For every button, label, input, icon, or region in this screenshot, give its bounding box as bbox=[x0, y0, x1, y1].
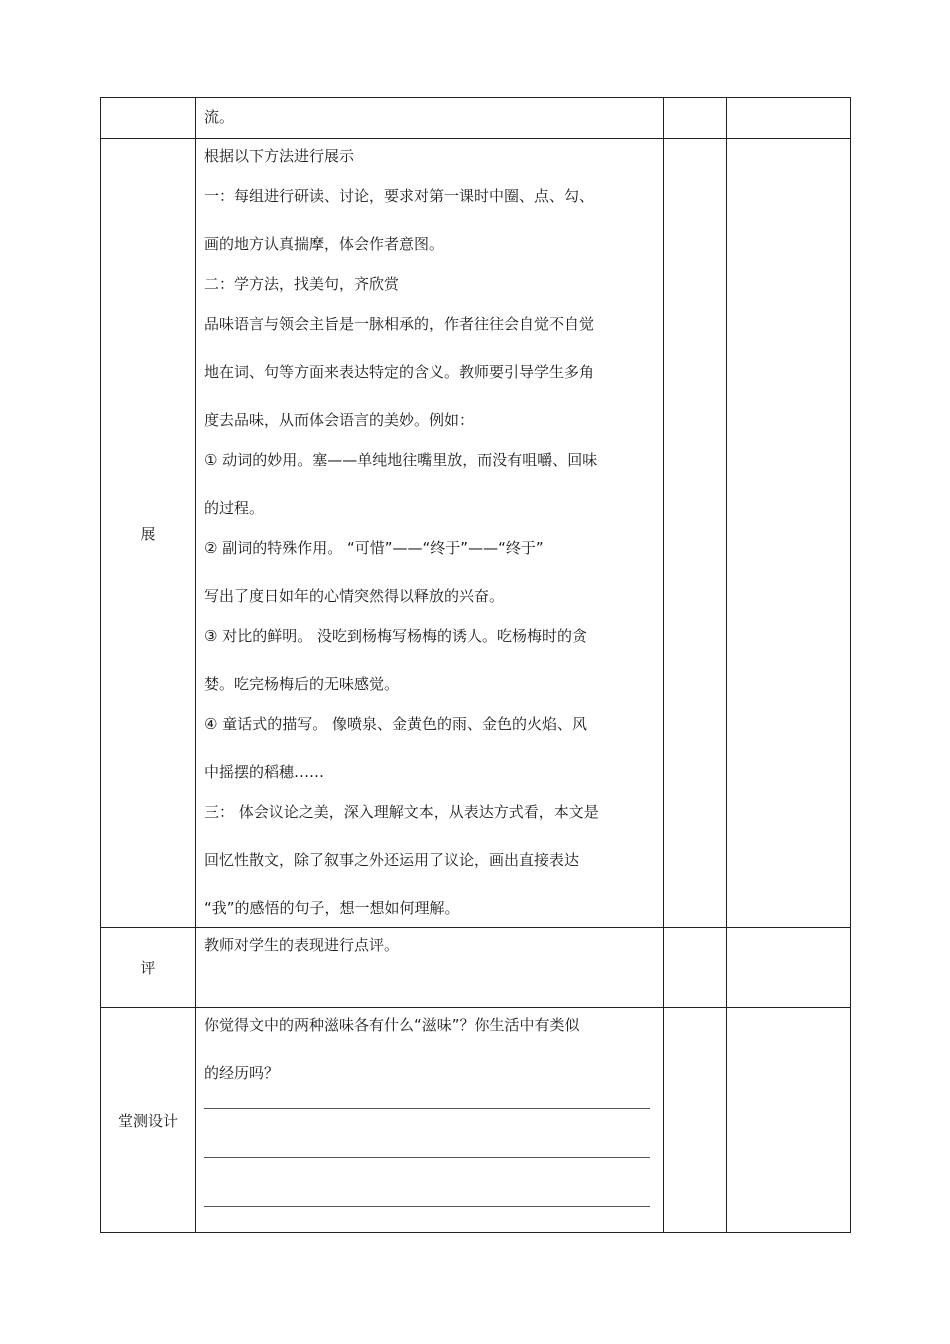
answer-line bbox=[204, 1108, 650, 1109]
content-line: 品味语言与领会主旨是一脉相承的，作者往往会自觉不自觉 bbox=[204, 315, 595, 333]
blank-cell bbox=[727, 1008, 851, 1233]
content-line: 教师对学生的表现进行点评。 bbox=[204, 936, 400, 954]
lesson-plan-table bbox=[100, 97, 851, 1233]
content-cell bbox=[196, 928, 664, 1008]
table-row-ping bbox=[101, 928, 851, 1008]
content-line: 画的地方认真揣摩，体会作者意图。 bbox=[204, 235, 445, 253]
blank-cell bbox=[664, 1008, 727, 1233]
content-line: ③ 对比的鲜明。 没吃到杨梅写杨梅的诱人。吃杨梅时的贪 bbox=[204, 627, 587, 645]
content-cell bbox=[196, 1008, 664, 1233]
answer-line bbox=[204, 1157, 650, 1158]
content-line: 度去品味，从而体会语言的美妙。例如： bbox=[204, 411, 475, 429]
table-row-continued bbox=[101, 98, 851, 139]
blank-cell bbox=[664, 139, 727, 928]
content-line: 地在词、句等方面来表达特定的含义。教师要引导学生多角 bbox=[204, 363, 595, 381]
content-line: 根据以下方法进行展示 bbox=[204, 147, 355, 165]
blank-cell bbox=[727, 139, 851, 928]
blank-cell bbox=[664, 98, 727, 139]
content-line: 三： 体会议论之美，深入理解文本，从表达方式看，本文是 bbox=[204, 803, 599, 821]
blank-cell bbox=[664, 928, 727, 1008]
content-line: 的经历吗？ bbox=[204, 1064, 280, 1082]
content-line: ④ 童话式的描写。 像喷泉、金黄色的雨、金色的火焰、风 bbox=[204, 715, 587, 733]
content-cell bbox=[196, 139, 664, 928]
row-label-ping: 评 bbox=[101, 928, 196, 1008]
content-line: ① 动词的妙用。塞——单纯地往嘴里放，而没有咀嚼、回味 bbox=[204, 451, 598, 469]
content-line: 中摇摆的稻穗…… bbox=[204, 763, 325, 781]
row-label-empty bbox=[101, 98, 196, 139]
answer-line bbox=[204, 1206, 650, 1207]
content-line: 二：学方法，找美句，齐欣赏 bbox=[204, 275, 400, 293]
content-line: 的过程。 bbox=[204, 499, 265, 517]
content-line: 流。 bbox=[204, 108, 235, 126]
content-cell bbox=[196, 98, 664, 139]
content-line: ② 副词的特殊作用。 “可惜”——“终于”——“终于” bbox=[204, 539, 544, 557]
content-line: 回忆性散文，除了叙事之外还运用了议论，画出直接表达 bbox=[204, 851, 580, 869]
blank-cell bbox=[727, 928, 851, 1008]
table-row-ce bbox=[101, 1008, 851, 1233]
content-line: 一：每组进行研读、讨论，要求对第一课时中圈、点、勾、 bbox=[204, 187, 595, 205]
row-label-ce: 堂测设计 bbox=[101, 1008, 196, 1233]
table-row-zhan bbox=[101, 139, 851, 928]
row-label-zhan: 展 bbox=[101, 139, 196, 928]
blank-cell bbox=[727, 98, 851, 139]
content-line: “我”的感悟的句子，想一想如何理解。 bbox=[204, 899, 460, 917]
content-line: 你觉得文中的两种滋味各有什么“滋味”？你生活中有类似 bbox=[204, 1016, 580, 1034]
content-line: 写出了度日如年的心情突然得以释放的兴奋。 bbox=[204, 587, 505, 605]
content-line: 婪。吃完杨梅后的无味感觉。 bbox=[204, 675, 400, 693]
